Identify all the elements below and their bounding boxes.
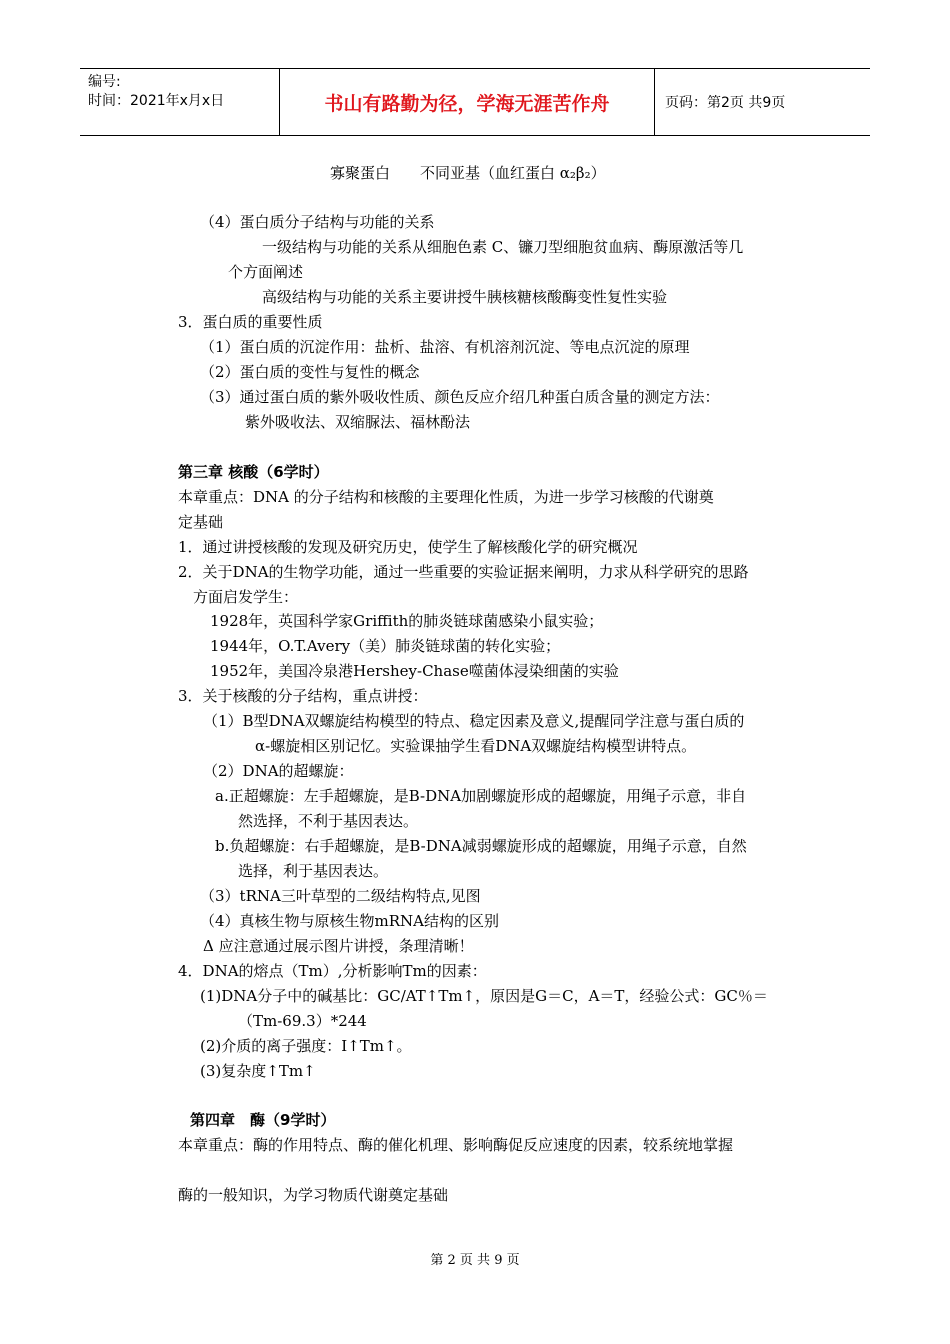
text-line: （1）B型DNA双螺旋结构模型的特点、稳定因素及意义,提醒同学注意与蛋白质的	[203, 712, 745, 730]
text-line: 方面启发学生：	[193, 588, 299, 606]
header-number-label: 编号:	[88, 74, 121, 90]
text-line: （2）DNA的超螺旋：	[203, 762, 354, 780]
text-line: (3)复杂度↑Tm↑	[200, 1062, 316, 1080]
text-line: （4）蛋白质分子结构与功能的关系	[200, 213, 435, 231]
page-footer: 第 2 页 共 9 页	[430, 1253, 520, 1268]
text-line: 寡聚蛋白 不同亚基（血红蛋白 α₂β₂）	[330, 164, 606, 182]
text-line: (1)DNA分子中的碱基比：GC/AT↑Tm↑，原因是G＝C，A＝T，经验公式：GC％＝	[200, 987, 768, 1005]
text-line: 1952年，美国冷泉港Hershey-Chase噬菌体浸染细菌的实验	[210, 662, 619, 680]
text-line: 个方面阐述	[228, 263, 304, 281]
text-line: b.负超螺旋：右手超螺旋，是B-DNA减弱螺旋形成的超螺旋，用绳子示意，自然	[215, 837, 747, 855]
text-line: Δ 应注意通过展示图片讲授，条理清晰！	[203, 937, 474, 955]
chapter-heading: 第四章 酶（9学时）	[190, 1111, 336, 1129]
text-line: 3．蛋白质的重要性质	[178, 313, 323, 331]
text-line: （3）tRNA三叶草型的二级结构特点,见图	[200, 887, 481, 905]
text-line: (2)介质的离子强度：I↑Tm↑。	[200, 1037, 412, 1055]
text-line: （1）蛋白质的沉淀作用：盐析、盐溶、有机溶剂沉淀、等电点沉淀的原理	[200, 338, 690, 356]
text-line: a.正超螺旋：左手超螺旋，是B-DNA加剧螺旋形成的超螺旋，用绳子示意，非自	[215, 787, 747, 805]
text-line: 选择，利于基因表达。	[238, 862, 389, 880]
text-line: 紫外吸收法、双缩脲法、福林酚法	[245, 413, 471, 431]
header-page-label: 页码：第2页 共9页	[665, 95, 786, 111]
text-line: 1928年，英国科学家Griffith的肺炎链球菌感染小鼠实验；	[210, 612, 604, 630]
text-line: 定基础	[178, 513, 224, 531]
text-line: （3）通过蛋白质的紫外吸收性质、颜色反应介绍几种蛋白质含量的测定方法：	[200, 388, 720, 406]
text-line: 1．通过讲授核酸的发现及研究历史，使学生了解核酸化学的研究概况	[178, 538, 638, 556]
text-line: 然选择，不利于基因表达。	[238, 812, 419, 830]
text-line: 本章重点：酶的作用特点、酶的催化机理、影响酶促反应速度的因素，较系统地掌握	[178, 1136, 734, 1154]
text-line: 2．关于DNA的生物学功能，通过一些重要的实验证据来阐明，力求从科学研究的思路	[178, 563, 749, 581]
header-meta	[80, 69, 280, 135]
text-line: 4．DNA的熔点（Tm）,分析影响Tm的因素：	[178, 962, 487, 980]
text-line: 酶的一般知识，为学习物质代谢奠定基础	[178, 1186, 449, 1204]
header-motto: 书山有路勤为径，学海无涯苦作舟	[280, 69, 655, 135]
text-line: （4）真核生物与原核生物mRNA结构的区别	[200, 912, 500, 930]
text-line: 3．关于核酸的分子结构，重点讲授：	[178, 687, 428, 705]
text-line: 高级结构与功能的关系主要讲授牛胰核糖核酸酶变性复性实验	[262, 288, 668, 306]
text-line: 一级结构与功能的关系从细胞色素 C、镰刀型细胞贫血病、酶原激活等几	[262, 238, 744, 256]
header-date-label: 时间：2021年x月x日	[88, 93, 225, 109]
document-header	[80, 68, 870, 136]
chapter-heading: 第三章 核酸（6学时）	[178, 463, 329, 481]
text-line: （Tm-69.3）*244	[238, 1012, 367, 1030]
text-line: 1944年，O.T.Avery（美）肺炎链球菌的转化实验；	[210, 637, 561, 655]
text-line: 本章重点：DNA 的分子结构和核酸的主要理化性质，为进一步学习核酸的代谢奠	[178, 488, 714, 506]
text-line: α-螺旋相区别记忆。实验课抽学生看DNA双螺旋结构模型讲特点。	[255, 737, 697, 755]
text-line: （2）蛋白质的变性与复性的概念	[200, 363, 420, 381]
